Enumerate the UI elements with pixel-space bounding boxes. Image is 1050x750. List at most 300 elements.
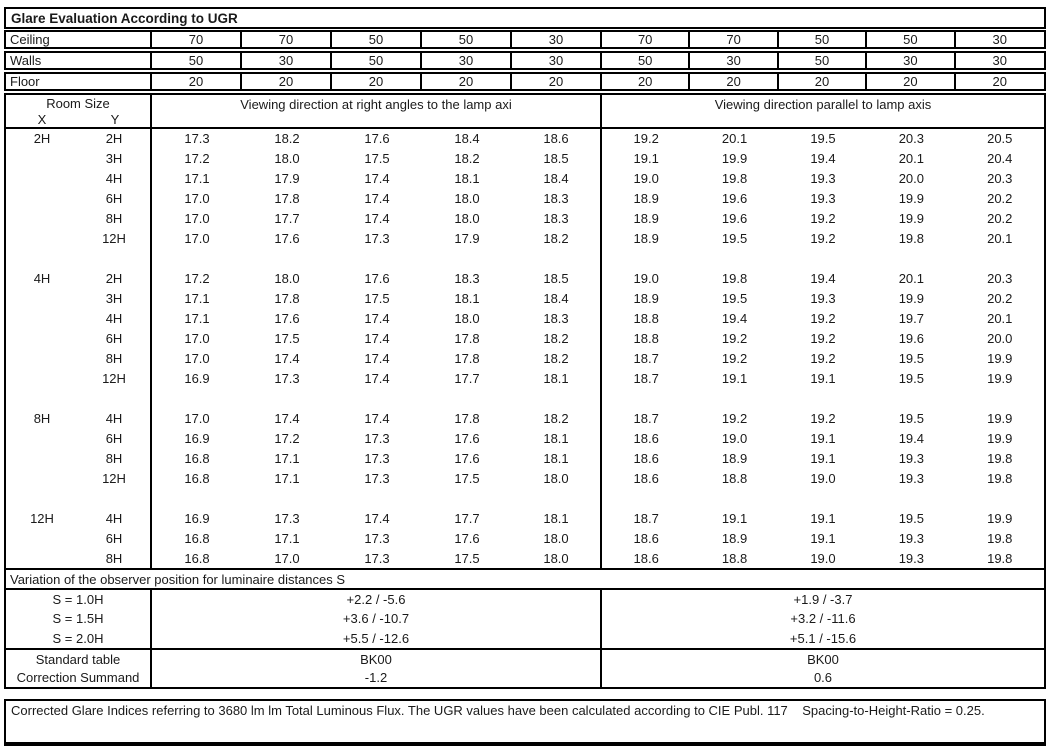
ugr-value: 18.0 [512,528,602,548]
ugr-value: 16.8 [184,450,210,466]
room-y-label: 6H [78,329,152,349]
ugr-value: 18.1 [512,448,602,468]
ugr-value: 19.0 [810,470,836,486]
ugr-value [242,488,332,508]
room-x-label [6,329,78,349]
ugr-value [512,488,602,508]
surface-value: 30 [690,53,778,68]
ugr-value [779,249,867,269]
ugr-value: 18.8 [721,550,748,566]
ugr-value: 18.1 [454,291,480,307]
table-row [6,189,1044,209]
ugr-value: 18.4 [512,169,602,189]
surface-value: 70 [152,32,242,47]
table-title: Glare Evaluation According to UGR [4,7,1046,29]
table-row [6,249,1044,269]
ugr-value: 19.2 [633,131,659,147]
ugr-value: 18.1 [454,171,480,187]
ugr-value: 17.3 [274,370,300,386]
ugr-value: 17.9 [454,231,480,247]
ugr-value: 16.8 [184,530,210,546]
ugr-value: 17.8 [454,410,480,426]
ugr-value: 17.5 [364,291,390,307]
room-x-label [6,229,78,249]
ugr-value: 17.1 [184,291,210,307]
room-size-label: Room Size [46,96,110,111]
ugr-value: 18.6 [633,550,659,566]
ugr-value: 19.9 [898,291,925,307]
ugr-value: 18.0 [274,271,300,287]
ugr-value: 17.2 [184,151,210,167]
correction-right-value: 0.6 [813,670,833,686]
ugr-value: 17.4 [364,311,390,327]
correction-rows [4,650,1046,689]
ugr-value [242,249,332,269]
ugr-value: 19.2 [721,331,748,347]
ugr-value: 18.7 [633,350,659,366]
room-y-label: 2H [78,129,152,149]
surface-value: 20 [779,74,867,89]
ugr-value: 18.3 [454,271,480,287]
ugr-value [332,488,422,508]
room-x-label [6,289,78,309]
ugr-value: 19.1 [810,370,836,386]
room-y-label: 3H [78,289,152,309]
ugr-value: 17.4 [364,510,390,526]
ugr-value: 17.3 [274,510,300,526]
table-row [6,408,1044,428]
ugr-value: 17.4 [364,191,390,207]
ugr-value: 18.0 [512,468,602,488]
surface-value: 30 [512,32,602,47]
ugr-value: 18.0 [454,191,480,207]
surface-value: 20 [992,74,1007,89]
ugr-value: 17.0 [184,191,210,207]
ugr-value: 18.3 [512,309,602,329]
correction-right-value: BK00 [807,651,839,667]
surface-label: Walls [6,53,152,68]
room-y-label [78,388,152,408]
surface-value: 50 [779,32,867,47]
ugr-value [422,388,512,408]
ugr-value: 19.8 [987,550,1013,566]
room-x-label [6,428,78,448]
variation-right-value: +1.9 / -3.7 [793,592,853,608]
room-y-label: 2H [78,269,152,289]
table-row [6,229,1044,249]
ugr-value [602,388,690,408]
ugr-value: 18.9 [721,450,748,466]
room-y-label: 12H [78,468,152,488]
ugr-value: 17.0 [184,331,210,347]
room-y-label: 4H [78,169,152,189]
ugr-value [512,249,602,269]
surface-value: 30 [867,53,955,68]
ugr-value: 17.1 [184,171,210,187]
ugr-value: 16.9 [184,370,210,386]
ugr-value: 17.0 [184,350,210,366]
surface-value: 50 [867,32,955,47]
room-x-label [6,169,78,189]
variation-label: S = 2.0H [6,629,152,648]
room-x-label [6,368,78,388]
ugr-value: 19.6 [721,211,748,227]
surface-value: 30 [992,32,1007,47]
ugr-value: 17.1 [274,470,300,486]
ugr-value: 16.8 [184,470,210,486]
surface-value: 20 [242,74,332,89]
ugr-value: 18.6 [512,129,602,149]
ugr-value: 17.6 [364,271,390,287]
ugr-value: 18.6 [633,450,659,466]
ugr-value [332,249,422,269]
room-x-label: 2H [33,131,51,147]
table-row [6,309,1044,329]
ugr-value: 19.9 [987,370,1013,386]
ugr-value: 19.1 [810,510,836,526]
ugr-value: 17.6 [364,131,390,147]
ugr-value: 18.2 [512,408,602,428]
ugr-value: 17.3 [364,231,390,247]
table-row [6,169,1044,189]
room-y-label: 6H [78,428,152,448]
ugr-value: 17.8 [274,291,300,307]
ugr-value: 20.4 [987,151,1013,167]
ugr-value: 17.5 [364,151,390,167]
ugr-value: 18.2 [512,229,602,249]
ugr-value: 20.2 [987,291,1013,307]
room-y-label: 4H [78,309,152,329]
table-row [6,468,1044,488]
ugr-value: 17.8 [274,191,300,207]
table-row [6,508,1044,528]
room-y-label: 12H [78,229,152,249]
surface-value: 50 [332,32,422,47]
surface-label: Ceiling [6,32,152,47]
ugr-value: 19.1 [810,430,836,446]
correction-row [6,650,1044,669]
table-row [6,488,1044,508]
ugr-value: 19.5 [810,131,836,147]
surface-value: 20 [602,74,690,89]
ugr-value: 19.9 [987,430,1013,446]
table-row [6,428,1044,448]
ugr-value: 17.7 [274,211,300,227]
ugr-value: 17.7 [454,510,480,526]
table-row [6,349,1044,369]
ugr-value: 19.2 [810,311,836,327]
left-direction-header: Viewing direction at right angles to the lamp axi [152,95,602,129]
room-x-label [6,548,78,568]
ugr-value: 19.4 [898,430,925,446]
room-x-label [6,388,78,408]
room-y-label: 6H [78,528,152,548]
ugr-value: 17.3 [184,131,210,147]
ugr-value: 17.1 [274,450,300,466]
ugr-value: 18.2 [512,329,602,349]
surface-value: 50 [332,53,422,68]
ugr-value: 17.9 [274,171,300,187]
ugr-value: 18.5 [512,149,602,169]
room-y-label: 8H [78,349,152,369]
room-x-label [6,189,78,209]
surface-value: 50 [152,53,242,68]
variation-row [6,609,1044,628]
ugr-value: 19.2 [810,350,836,366]
ugr-value [512,388,602,408]
ugr-value [956,388,1044,408]
ugr-value: 20.1 [898,271,925,287]
ugr-value: 17.3 [364,550,390,566]
ugr-value: 18.0 [274,151,300,167]
ugr-value: 17.5 [454,470,480,486]
room-x-label [6,488,78,508]
ugr-value: 18.9 [633,191,659,207]
ugr-value [602,249,690,269]
ugr-value: 20.3 [987,171,1013,187]
column-header-row [4,93,1046,129]
ugr-value: 17.2 [184,271,210,287]
ugr-value [422,249,512,269]
table-row [6,528,1044,548]
ugr-value: 19.2 [810,231,836,247]
ugr-value [867,388,955,408]
surface-value: 30 [422,53,512,68]
ugr-value: 17.3 [364,450,390,466]
ugr-value: 18.4 [454,131,480,147]
table-row [6,329,1044,349]
ugr-value: 18.2 [274,131,300,147]
table-row [6,269,1044,289]
ugr-value: 17.1 [184,311,210,327]
ugr-value: 19.0 [810,550,836,566]
ugr-value: 20.1 [987,231,1013,247]
ugr-value: 17.6 [454,450,480,466]
ugr-value: 17.2 [274,430,300,446]
surface-value: 50 [602,53,690,68]
variation-label: S = 1.5H [6,609,152,628]
ugr-value [690,388,778,408]
ugr-value: 17.3 [364,470,390,486]
surface-value: 20 [422,74,512,89]
ugr-value [242,388,332,408]
ugr-value: 18.8 [633,311,659,327]
ugr-value: 19.3 [898,470,925,486]
ugr-value: 19.5 [898,350,925,366]
ugr-value: 19.2 [721,410,748,426]
ugr-value: 17.6 [274,231,300,247]
ugr-value: 18.7 [633,370,659,386]
variation-right-value: +3.2 / -11.6 [790,611,856,627]
ugr-value: 19.3 [810,171,836,187]
ugr-value: 19.9 [898,211,925,227]
correction-row [6,669,1044,688]
room-y-label: 12H [78,368,152,388]
variation-label: S = 1.0H [6,590,152,609]
ugr-value: 18.3 [512,189,602,209]
ugr-value: 19.4 [810,151,836,167]
ugr-value: 19.3 [898,450,925,466]
room-x-label: 8H [33,410,51,426]
ugr-value: 16.8 [184,550,210,566]
ugr-value: 19.4 [810,271,836,287]
surface-value: 20 [690,74,778,89]
room-y-label: 4H [78,508,152,528]
room-x-label [6,448,78,468]
ugr-value [867,249,955,269]
ugr-value: 17.4 [364,211,390,227]
ugr-value: 19.3 [898,530,925,546]
ugr-value: 18.1 [512,428,602,448]
table-row [6,129,1044,149]
room-x-label [6,349,78,369]
ugr-value: 17.5 [454,550,480,566]
ugr-value: 18.9 [633,231,659,247]
ugr-value: 20.1 [987,311,1013,327]
surface-label: Floor [6,74,152,89]
ugr-value: 20.5 [987,131,1013,147]
table-row [6,388,1044,408]
ugr-value: 19.5 [898,510,925,526]
ugr-value: 17.8 [454,331,480,347]
ugr-value [956,488,1044,508]
ugr-value: 19.3 [810,291,836,307]
ugr-value: 19.3 [898,550,925,566]
ugr-value [779,488,867,508]
room-x-label [6,249,78,269]
room-y-label: 8H [78,448,152,468]
ugr-value: 20.1 [721,131,748,147]
table-row [6,368,1044,388]
ugr-value: 19.8 [898,231,925,247]
ugr-value: 18.7 [633,510,659,526]
room-x-label [6,209,78,229]
room-y-label [78,488,152,508]
ugr-value: 19.2 [810,211,836,227]
ugr-value: 19.9 [898,191,925,207]
ugr-value: 17.0 [274,550,300,566]
ugr-value: 19.1 [721,510,748,526]
ugr-values-body [4,129,1046,570]
ugr-value: 19.1 [721,370,748,386]
variation-heading: Variation of the observer position for luminaire distances S [4,570,1046,590]
ugr-value: 19.8 [721,171,748,187]
ugr-value: 17.6 [274,311,300,327]
ugr-value: 18.0 [454,211,480,227]
ugr-value: 18.0 [454,311,480,327]
surface-value: 70 [242,32,332,47]
ugr-value: 18.8 [633,331,659,347]
surface-value: 20 [332,74,422,89]
ugr-value [690,249,778,269]
ugr-value: 18.6 [633,470,659,486]
ugr-value: 19.6 [721,191,748,207]
ugr-value: 19.0 [633,271,659,287]
table-row [6,448,1044,468]
correction-label: Standard table [6,650,152,669]
ugr-value: 19.5 [898,370,925,386]
ugr-value: 20.1 [898,151,925,167]
ugr-value: 18.3 [512,209,602,229]
ugr-value: 17.0 [184,231,210,247]
surface-value: 30 [242,53,332,68]
ugr-value: 19.6 [898,331,925,347]
ugr-value [152,488,242,508]
ugr-value: 18.4 [512,289,602,309]
ugr-value [152,388,242,408]
ugr-value [867,488,955,508]
ugr-value: 19.3 [810,191,836,207]
room-y-label: 4H [78,408,152,428]
ugr-value: 19.0 [721,430,748,446]
ugr-value: 18.0 [512,548,602,568]
table-row [6,209,1044,229]
ugr-value: 19.7 [898,311,925,327]
surface-row-floor [4,72,1046,91]
variation-row [6,590,1044,609]
ugr-value: 20.0 [898,171,925,187]
ugr-value: 17.0 [184,211,210,227]
correction-left-value: BK00 [152,650,602,669]
ugr-value: 19.9 [987,410,1013,426]
ugr-value: 20.3 [898,131,925,147]
ugr-value: 17.4 [364,171,390,187]
variation-left-value: +2.2 / -5.6 [152,590,602,609]
correction-label: Correction Summand [6,669,152,688]
table-row [6,149,1044,169]
room-y-label: 8H [78,548,152,568]
ugr-value: 16.9 [184,430,210,446]
ugr-value: 19.5 [721,231,748,247]
ugr-value: 18.6 [633,530,659,546]
ugr-value: 19.1 [810,450,836,466]
ugr-value: 17.4 [364,370,390,386]
ugr-value: 19.8 [987,470,1013,486]
ugr-value [332,388,422,408]
footer-note: Corrected Glare Indices referring to 3680 lm lm Total Luminous Flux. The UGR values have been calculated according to CIE Publ. 117 Spacing-to-Height-Ratio = 0.25. [4,699,1046,746]
room-x-label [6,309,78,329]
surface-value: 70 [602,32,690,47]
surface-value: 20 [867,74,955,89]
ugr-value: 17.3 [364,530,390,546]
ugr-value: 19.4 [721,311,748,327]
surface-value: 70 [690,32,778,47]
ugr-value: 19.1 [633,151,659,167]
surface-value: 30 [512,53,602,68]
ugr-value: 19.8 [721,271,748,287]
variation-rows [4,590,1046,650]
room-x-label [6,528,78,548]
room-y-label: 8H [78,209,152,229]
ugr-value: 18.6 [633,430,659,446]
room-y-label: 3H [78,149,152,169]
ugr-value: 17.1 [274,530,300,546]
ugr-value [956,249,1044,269]
ugr-value: 17.0 [184,410,210,426]
ugr-value: 17.4 [364,331,390,347]
room-size-header [6,95,152,129]
ugr-value: 17.6 [454,430,480,446]
ugr-value: 17.4 [364,410,390,426]
ugr-value [690,488,778,508]
ugr-value: 18.8 [721,470,748,486]
ugr-value: 17.4 [364,350,390,366]
surface-value: 50 [779,53,867,68]
y-column-label: Y [110,112,120,127]
ugr-value: 17.8 [454,350,480,366]
ugr-value: 19.2 [721,350,748,366]
ugr-value: 18.1 [512,368,602,388]
